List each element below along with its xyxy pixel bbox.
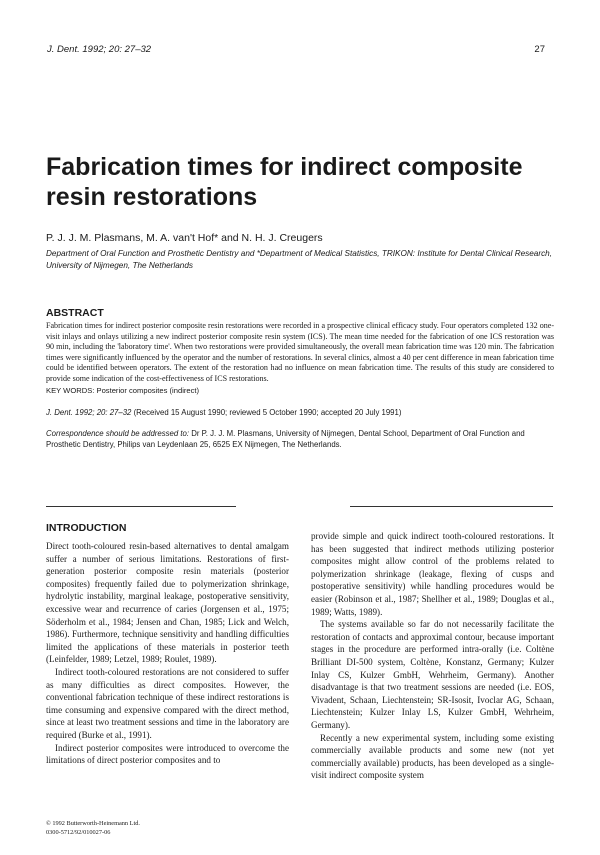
article-history xyxy=(46,408,566,417)
section-divider-left xyxy=(46,506,236,507)
paragraph: The systems available so far do not necessarily facilitate the restoration of contacts and approximal contour, because important stages in the procedure are performed intra-orally (i.e. Coltène Brilliant DI-500 system, Coltène, Konstanz, Germany; Kulzer Inlay CS, Kulzer GmbH, Wehrheim, Germany). Another disadvantage is that two treatment sessions are needed (i.e. EOS, Vivadent, Schaan, Liechtenstein; SR-Isosit, Ivoclar AG, Schaan, Liechtenstein; Kulzer Inlay LS, Kulzer GmbH, Wehrheim, Germany). xyxy=(311,619,554,730)
paragraph: Direct tooth-coloured resin-based alternatives to dental amalgam suffer a number of serious limitations. Restorations of first-generation posterior composite resin materials (posterior composites) frequently failed due to polymerization shrinkage, hydrolytic instability, marginal leakage, postoperative sensitivity, excessive wear and recurrence of caries (Jorgensen et al., 1975; Söderholm et al., 1984; Jensen and Chan, 1985; Lick and Welch, 1986). Furthermore, technique sensitivity and handling difficulties limited the applications of these materials in posterior teeth (Leinfelder, 1989; Letzel, 1989; Roulet, 1989). xyxy=(46,541,289,665)
author-affiliation: Department of Oral Function and Prosthetic Dentistry and *Department of Medical Statistics, TRIKON: Institute for Dental Clinical Research, University of Nijmegen, The Netherlands xyxy=(46,249,553,270)
correspondence-label: Correspondence should be addressed to: xyxy=(46,429,190,438)
copyright-line: © 1992 Butterworth-Heinemann Ltd. xyxy=(46,820,140,827)
paragraph: Recently a new experimental system, including some existing commercially available products and some new (not yet commercially available) products, has been developed as a single-visit indirect composite system xyxy=(311,732,554,781)
running-head-citation: J. Dent. 1992; 20: 27–32 xyxy=(47,44,152,55)
history-citation: J. Dent. 1992; 20: 27–32 xyxy=(46,408,132,417)
paragraph: Indirect tooth-coloured restorations are not considered to suffer as many difficulties as direct composites. However, the conventional fabrication technique of these indirect restorations is time consuming and expensive compared with the direct method, since at least two treatment sessions and time in the laboratory are required (Burke et al., 1991). xyxy=(46,666,289,740)
keywords-value: Posterior composites (indirect) xyxy=(96,386,200,395)
text-column-left xyxy=(46,540,289,767)
page-footer xyxy=(46,820,140,837)
author-list: P. J. J. M. Plasmans, M. A. van't Hof* and N. H. J. Creugers xyxy=(46,232,323,244)
paragraph: provide simple and quick indirect tooth-coloured restorations. It has been suggested that indirect methods utilizing posterior composites might allow control of the problems related to polymerization shrinkage (leakage, flexing of cusps and postoperative sensitivity) while handling procedures would be easier (Robinson et al., 1987; Shellher et al., 1989; Douglas et al., 1989; Watts, 1989). xyxy=(311,531,554,617)
issn-line: 0300-5712/92/010027-06 xyxy=(46,828,111,836)
introduction-heading: INTRODUCTION xyxy=(46,522,127,534)
text-column-right xyxy=(311,530,554,782)
abstract-heading: ABSTRACT xyxy=(46,307,104,319)
correspondence-address: Dr P. J. J. M. Plasmans, University of Nijmegen, Dental School, Department of Oral Function and Prosthetic Dentistry, Philips van Leydenlaan 25, 6525 EX Nijmegen, The Netherlands. xyxy=(46,429,525,449)
keywords-line xyxy=(46,386,199,395)
paragraph: Indirect posterior composites were introduced to overcome the limitations of direct posterior composites and to xyxy=(46,742,289,766)
section-divider-right xyxy=(350,506,553,507)
correspondence-note xyxy=(46,428,554,450)
history-dates: (Received 15 August 1990; reviewed 5 October 1990; accepted 20 July 1991) xyxy=(133,408,402,417)
keywords-label: KEY WORDS: xyxy=(46,386,95,395)
article-title: Fabrication times for indirect composite resin restorations xyxy=(46,153,523,211)
abstract-text: Fabrication times for indirect posterior composite resin restorations were recorded in a prospective clinical efficacy study. Four operators completed 132 one-visit inlays and onlays utilizing a new indirect posterior composite resin system (ICS). The mean time needed for the fabrication of one ICS restoration was 90 min, including the 'laboratory time'. When two restorations were provided simultaneously, the overall mean fabrication time was 120 min. The fabrication times were significantly influenced by the operator and the number of restorations. In several clinics, almost a 40 per cent difference in mean fabrication time could be identified between operators. The extent of the restoration had no influence on mean fabrication time. The results of this study are considered to provide some indication of the cost-effectiveness of ICS restorations. xyxy=(46,321,554,383)
page-number: 27 xyxy=(534,44,545,55)
